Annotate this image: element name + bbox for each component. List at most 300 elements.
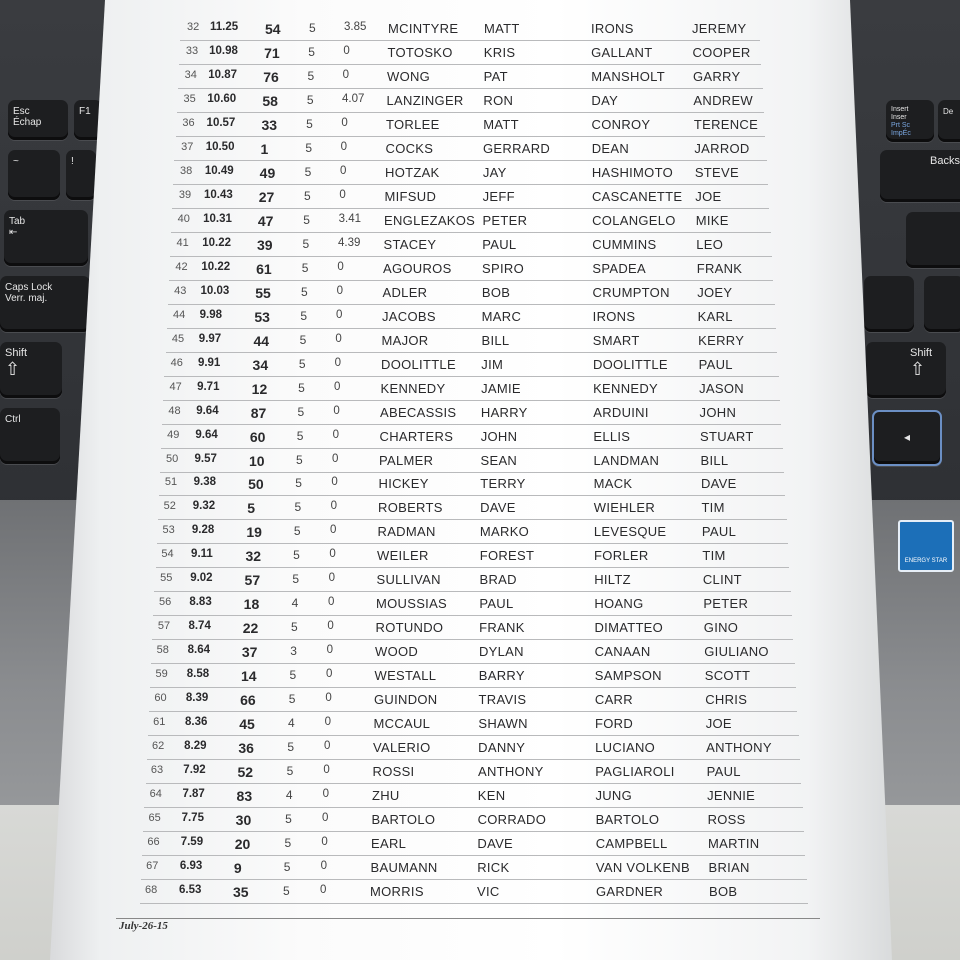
cell-num: 57 xyxy=(244,572,261,589)
cell-g: 5 xyxy=(301,260,309,275)
table-row xyxy=(0,453,960,475)
cell-x: 4.07 xyxy=(342,92,365,105)
cell-num: 52 xyxy=(237,764,254,781)
cell-last2: IRONS xyxy=(592,308,636,324)
cell-score: 7.59 xyxy=(180,836,204,849)
cell-g: 5 xyxy=(289,668,297,683)
cell-rank: 39 xyxy=(178,188,192,201)
cell-score: 10.50 xyxy=(205,140,235,153)
table-row xyxy=(0,620,960,642)
row-rule xyxy=(173,184,768,185)
cell-rank: 41 xyxy=(176,236,189,249)
cell-num: 37 xyxy=(241,644,258,661)
cell-num: 27 xyxy=(258,188,275,205)
cell-first2: TERENCE xyxy=(693,116,759,132)
cell-first1: MARC xyxy=(481,308,522,324)
cell-first1: SPIRO xyxy=(482,260,525,276)
cell-x: 0 xyxy=(343,44,350,57)
table-row xyxy=(0,45,960,67)
cell-first2: DAVE xyxy=(700,476,737,492)
cell-first2: STUART xyxy=(700,428,754,444)
cell-num: 87 xyxy=(250,404,267,421)
cell-last1: VALERIO xyxy=(373,740,431,756)
row-rule xyxy=(148,735,799,736)
table-row xyxy=(0,309,960,331)
cell-g: 5 xyxy=(283,884,290,898)
cell-last1: EARL xyxy=(371,836,407,852)
cell-first2: JENNIE xyxy=(707,788,756,804)
table-row xyxy=(0,333,960,355)
cell-score: 9.02 xyxy=(190,572,213,585)
cell-num: 30 xyxy=(235,812,252,829)
cell-first1: BOB xyxy=(481,284,511,300)
cell-x: 0 xyxy=(336,284,344,297)
cell-num: 55 xyxy=(255,284,271,301)
cell-first1: DYLAN xyxy=(478,644,524,660)
cell-x: 3.85 xyxy=(344,21,367,33)
cell-rank: 65 xyxy=(148,812,161,825)
cell-first2: BOB xyxy=(709,884,738,899)
table-row xyxy=(0,141,960,163)
tab-key: Tab ⇤ xyxy=(4,210,88,266)
backspace-key: Backs xyxy=(880,150,960,202)
cell-last2: LANDMAN xyxy=(593,452,660,468)
cell-last2: JUNG xyxy=(595,788,633,804)
row-rule xyxy=(144,807,802,808)
cell-last2: MACK xyxy=(593,476,633,492)
cell-num: 39 xyxy=(257,236,273,253)
tilde-key: ~ xyxy=(8,150,60,200)
cell-last1: TORLEE xyxy=(386,116,440,132)
cell-score: 9.32 xyxy=(192,500,216,513)
cell-score: 10.98 xyxy=(209,44,238,57)
cell-last1: WEILER xyxy=(377,548,429,564)
cell-last2: LUCIANO xyxy=(595,740,656,756)
cell-rank: 44 xyxy=(173,308,186,321)
cell-score: 8.83 xyxy=(189,596,212,609)
caps-lock-key: Caps Lock Verr. maj. xyxy=(0,276,90,332)
cell-last1: ROTUNDO xyxy=(375,620,444,636)
cell-first2: TIM xyxy=(701,500,725,516)
cell-x: 0 xyxy=(340,140,348,153)
energy-star-logo: ENERGY STAR xyxy=(898,520,954,572)
cell-x: 0 xyxy=(341,116,348,129)
one-key: ! xyxy=(66,150,96,200)
cell-first1: MARKO xyxy=(479,524,530,540)
cell-first1: JEFF xyxy=(482,188,515,204)
cell-g: 5 xyxy=(295,476,302,491)
cell-num: 10 xyxy=(249,452,265,469)
row-rule xyxy=(179,64,761,65)
cell-g: 5 xyxy=(306,116,313,131)
cell-g: 5 xyxy=(297,404,305,419)
cell-last1: JACOBS xyxy=(382,308,436,324)
cell-last2: COLANGELO xyxy=(592,212,676,228)
cell-x: 0 xyxy=(334,380,341,393)
footer-date: July-26-15 xyxy=(119,920,168,932)
table-row xyxy=(0,429,960,451)
cell-first2: JOHN xyxy=(699,404,737,420)
cell-last2: DIMATTEO xyxy=(594,620,664,636)
cell-rank: 47 xyxy=(169,380,182,393)
cell-g: 5 xyxy=(303,188,311,203)
table-row xyxy=(0,117,960,139)
cell-last1: STACEY xyxy=(383,236,437,252)
table-row xyxy=(0,548,960,570)
cell-first1: JAMIE xyxy=(481,380,521,396)
cell-last1: PALMER xyxy=(379,452,434,468)
cell-num: 76 xyxy=(263,68,279,85)
cell-x: 0 xyxy=(330,500,338,513)
cell-last1: SULLIVAN xyxy=(376,572,441,588)
cell-g: 5 xyxy=(284,836,292,851)
cell-first1: FOREST xyxy=(479,548,535,564)
cell-first1: BILL xyxy=(481,332,510,348)
cell-last1: ABECASSIS xyxy=(380,404,457,420)
table-row xyxy=(0,405,960,427)
table-row xyxy=(0,644,960,666)
row-rule xyxy=(169,280,773,281)
ctrl-key: Ctrl xyxy=(0,408,60,464)
cell-num: 44 xyxy=(253,332,270,349)
table-row xyxy=(0,21,960,43)
cell-g: 5 xyxy=(302,236,310,251)
cell-rank: 58 xyxy=(156,644,169,657)
cell-score: 10.87 xyxy=(208,68,238,81)
cell-last1: KENNEDY xyxy=(380,380,446,396)
cell-score: 9.64 xyxy=(195,428,218,441)
cell-first2: JOE xyxy=(695,188,722,204)
cell-last1: HICKEY xyxy=(378,476,429,492)
row-rule xyxy=(158,519,787,520)
cell-first2: JARROD xyxy=(694,140,750,156)
table-row xyxy=(0,165,960,187)
cell-num: 19 xyxy=(246,524,262,541)
cell-num: 14 xyxy=(241,668,257,685)
cell-first1: ANTHONY xyxy=(477,764,544,780)
cell-x: 0 xyxy=(320,860,328,873)
cell-first2: COOPER xyxy=(692,44,751,60)
row-rule xyxy=(177,112,764,113)
table-row xyxy=(0,261,960,283)
cell-last1: GUINDON xyxy=(374,692,438,708)
row-rule xyxy=(152,639,793,640)
row-rule xyxy=(171,232,771,233)
cell-last2: HASHIMOTO xyxy=(591,164,674,180)
cell-num: 32 xyxy=(245,548,262,565)
cell-rank: 54 xyxy=(161,548,174,561)
cell-num: 61 xyxy=(256,260,272,277)
table-row xyxy=(0,668,960,690)
cell-score: 6.53 xyxy=(179,884,202,896)
cell-last1: MCINTYRE xyxy=(388,21,459,36)
cell-g: 5 xyxy=(299,332,307,347)
cell-score: 8.39 xyxy=(185,692,209,705)
cell-rank: 52 xyxy=(163,500,176,513)
table-row xyxy=(0,740,960,762)
cell-first2: PAUL xyxy=(706,764,741,780)
cell-last2: FORD xyxy=(595,716,634,732)
cell-last2: GARDNER xyxy=(596,884,664,899)
cell-last1: MIFSUD xyxy=(384,188,437,204)
cell-x: 0 xyxy=(325,692,332,705)
cell-num: 50 xyxy=(248,476,264,493)
cell-rank: 62 xyxy=(152,740,165,753)
cell-last2: BARTOLO xyxy=(595,812,660,828)
row-rule xyxy=(146,783,802,784)
cell-rank: 46 xyxy=(170,356,183,369)
cell-first1: PAUL xyxy=(482,236,517,252)
cell-x: 0 xyxy=(322,788,330,801)
cell-num: 33 xyxy=(261,116,278,133)
cell-first2: TIM xyxy=(702,548,726,564)
table-row xyxy=(0,476,960,498)
cell-last1: LANZINGER xyxy=(386,92,464,108)
cell-first1: FRANK xyxy=(479,620,525,636)
cell-g: 5 xyxy=(293,548,300,563)
row-rule xyxy=(172,208,769,209)
cell-last1: BARTOLO xyxy=(371,812,436,828)
cell-g: 5 xyxy=(285,812,292,827)
cell-score: 7.87 xyxy=(182,788,205,801)
cell-first1: JOHN xyxy=(480,428,518,444)
cell-last1: COCKS xyxy=(385,140,434,156)
cell-num: 18 xyxy=(243,596,260,613)
table-row xyxy=(0,237,960,259)
row-rule xyxy=(156,567,790,568)
table-row xyxy=(0,716,960,738)
cell-last1: BAUMANN xyxy=(370,860,438,876)
row-rule xyxy=(174,160,766,161)
cell-x: 0 xyxy=(339,188,346,201)
cell-first1: RICK xyxy=(477,860,510,876)
cell-first1: TRAVIS xyxy=(478,692,527,708)
cell-last1: TOTOSKO xyxy=(387,44,453,60)
cell-rank: 50 xyxy=(166,452,179,465)
cell-last2: GALLANT xyxy=(591,44,653,60)
cell-x: 0 xyxy=(333,404,340,417)
cell-first2: JEREMY xyxy=(692,21,747,36)
row-rule xyxy=(147,759,800,760)
cell-score: 10.49 xyxy=(204,164,234,177)
cell-rank: 61 xyxy=(153,716,166,729)
cell-first1: BARRY xyxy=(478,668,525,684)
cell-g: 5 xyxy=(304,164,312,179)
cell-first2: KERRY xyxy=(698,332,745,348)
cell-first1: RON xyxy=(483,92,514,108)
cell-score: 9.71 xyxy=(197,380,220,393)
cell-rank: 36 xyxy=(182,116,195,129)
cell-last1: WONG xyxy=(387,68,431,84)
cell-last2: DOOLITTLE xyxy=(592,356,668,372)
cell-first2: ANTHONY xyxy=(706,740,772,756)
cell-last1: WESTALL xyxy=(374,668,437,684)
cell-last2: SAMPSON xyxy=(594,668,662,684)
cell-g: 5 xyxy=(301,284,308,299)
cell-num: 35 xyxy=(233,884,249,900)
cell-x: 0 xyxy=(337,260,344,273)
cell-num: 66 xyxy=(240,692,256,709)
f1-key: F1 xyxy=(74,100,102,140)
cell-last1: MORRIS xyxy=(370,884,424,899)
row-rule xyxy=(166,352,778,353)
cell-g: 5 xyxy=(298,356,306,371)
cell-score: 11.25 xyxy=(210,21,239,33)
cell-last2: FORLER xyxy=(594,548,649,564)
cell-first2: KARL xyxy=(697,308,733,324)
cell-g: 5 xyxy=(290,620,298,635)
cell-rank: 32 xyxy=(187,21,200,33)
cell-last1: ADLER xyxy=(382,284,428,300)
cell-score: 7.75 xyxy=(181,812,204,825)
cell-rank: 57 xyxy=(157,620,171,633)
cell-last1: MAJOR xyxy=(381,332,429,348)
row-rule xyxy=(170,256,772,257)
cell-first1: BRAD xyxy=(479,572,517,588)
cell-score: 9.64 xyxy=(196,404,219,417)
cell-first2: MARTIN xyxy=(708,836,760,852)
cell-last2: HILTZ xyxy=(594,572,631,588)
table-row xyxy=(0,189,960,211)
cell-rank: 60 xyxy=(154,692,167,705)
cell-num: 54 xyxy=(265,21,281,37)
cell-x: 0 xyxy=(324,740,331,753)
cell-g: 5 xyxy=(292,572,300,587)
cell-last1: MOUSSIAS xyxy=(376,596,448,612)
cell-x: 0 xyxy=(328,596,335,609)
cell-g: 5 xyxy=(296,452,303,467)
cell-last2: CANAAN xyxy=(594,644,651,660)
delete-key: De xyxy=(938,100,960,142)
cell-g: 5 xyxy=(294,500,302,515)
cell-first1: DAVE xyxy=(480,500,516,516)
cell-x: 0 xyxy=(328,572,336,585)
cell-score: 10.03 xyxy=(200,284,230,297)
cell-rank: 45 xyxy=(171,332,185,345)
cell-score: 7.92 xyxy=(183,764,206,777)
row-rule xyxy=(180,40,760,41)
cell-rank: 38 xyxy=(180,164,193,177)
cell-num: 12 xyxy=(251,380,268,397)
cell-last1: ENGLEZAKOS xyxy=(384,212,476,228)
cell-first1: DAVE xyxy=(477,836,514,852)
insert-key: Insert Inser Prt Sc ImpÉc xyxy=(886,100,934,142)
cell-first2: PAUL xyxy=(698,356,733,372)
cell-last2: CARR xyxy=(594,692,633,708)
cell-x: 0 xyxy=(321,836,328,849)
cell-num: 83 xyxy=(236,788,253,805)
cell-first1: PETER xyxy=(482,212,528,228)
cell-last1: HOTZAK xyxy=(385,164,440,180)
cell-x: 0 xyxy=(320,884,327,896)
row-rule xyxy=(159,495,785,496)
cell-first2: CLINT xyxy=(702,572,742,588)
cell-num: 58 xyxy=(262,92,278,109)
cell-first2: SCOTT xyxy=(704,668,751,684)
row-rule xyxy=(176,136,766,137)
cell-g: 3 xyxy=(290,644,297,659)
cell-rank: 68 xyxy=(145,884,158,896)
cell-last2: DEAN xyxy=(591,140,630,156)
cell-g: 5 xyxy=(283,860,291,875)
cell-first2: PETER xyxy=(703,596,749,612)
table-row xyxy=(0,596,960,618)
cell-x: 0 xyxy=(342,68,350,81)
cell-first1: SEAN xyxy=(480,452,518,468)
cell-first2: MIKE xyxy=(695,212,729,228)
cell-rank: 63 xyxy=(150,764,164,777)
row-rule xyxy=(150,687,796,688)
table-row xyxy=(0,572,960,594)
row-rule xyxy=(154,591,790,592)
table-row xyxy=(0,860,960,882)
cell-first2: BRIAN xyxy=(708,860,750,876)
row-rule xyxy=(151,663,795,664)
row-rule xyxy=(168,304,775,305)
cell-first1: PAUL xyxy=(479,596,514,612)
cell-last1: WOOD xyxy=(375,644,419,660)
cell-first2: FRANK xyxy=(696,260,743,276)
cell-x: 3.41 xyxy=(338,212,362,225)
cell-score: 10.22 xyxy=(202,236,232,249)
cell-num: 22 xyxy=(242,620,259,637)
cell-score: 9.91 xyxy=(197,356,221,369)
cell-first1: VIC xyxy=(477,884,500,899)
cell-g: 4 xyxy=(288,716,295,731)
cell-g: 5 xyxy=(288,692,296,707)
cell-first2: JOE xyxy=(705,716,732,732)
cell-last2: IRONS xyxy=(591,21,634,36)
cell-score: 10.31 xyxy=(203,212,232,225)
cell-x: 0 xyxy=(330,524,337,537)
cell-x: 0 xyxy=(334,356,342,369)
cell-num: 45 xyxy=(239,716,255,733)
cell-g: 5 xyxy=(303,212,310,227)
shift-right-key: Shift ⇧ xyxy=(866,342,946,398)
footer-rule xyxy=(116,918,820,919)
cell-score: 8.36 xyxy=(185,716,208,729)
row-rule xyxy=(143,831,804,832)
cell-last2: HOANG xyxy=(594,596,644,612)
cell-x: 0 xyxy=(324,716,332,729)
cell-num: 9 xyxy=(233,860,242,877)
row-rule xyxy=(157,543,788,544)
cell-last1: MCCAUL xyxy=(373,716,431,732)
cell-x: 0 xyxy=(335,332,342,345)
row-rule xyxy=(163,400,780,401)
cell-score: 9.97 xyxy=(198,332,222,345)
cell-first2: ROSS xyxy=(707,812,746,828)
cell-g: 5 xyxy=(308,44,315,59)
cell-last2: SMART xyxy=(592,332,640,348)
cell-rank: 33 xyxy=(185,44,199,57)
cell-x: 0 xyxy=(332,452,339,465)
cell-last1: ZHU xyxy=(372,788,400,804)
cell-last1: ROBERTS xyxy=(378,500,443,516)
cell-last2: CAMPBELL xyxy=(595,836,668,852)
cell-num: 71 xyxy=(264,44,280,61)
cell-first2: STEVE xyxy=(694,164,739,180)
cell-last2: DAY xyxy=(591,92,619,108)
cell-last1: RADMAN xyxy=(377,524,436,540)
row-rule xyxy=(164,376,778,377)
cell-first2: JOEY xyxy=(697,284,733,300)
row-rule xyxy=(160,472,784,473)
row-rule xyxy=(140,903,808,904)
cell-x: 0 xyxy=(322,812,329,825)
cell-first1: MATT xyxy=(483,116,519,132)
row-rule xyxy=(167,328,776,329)
